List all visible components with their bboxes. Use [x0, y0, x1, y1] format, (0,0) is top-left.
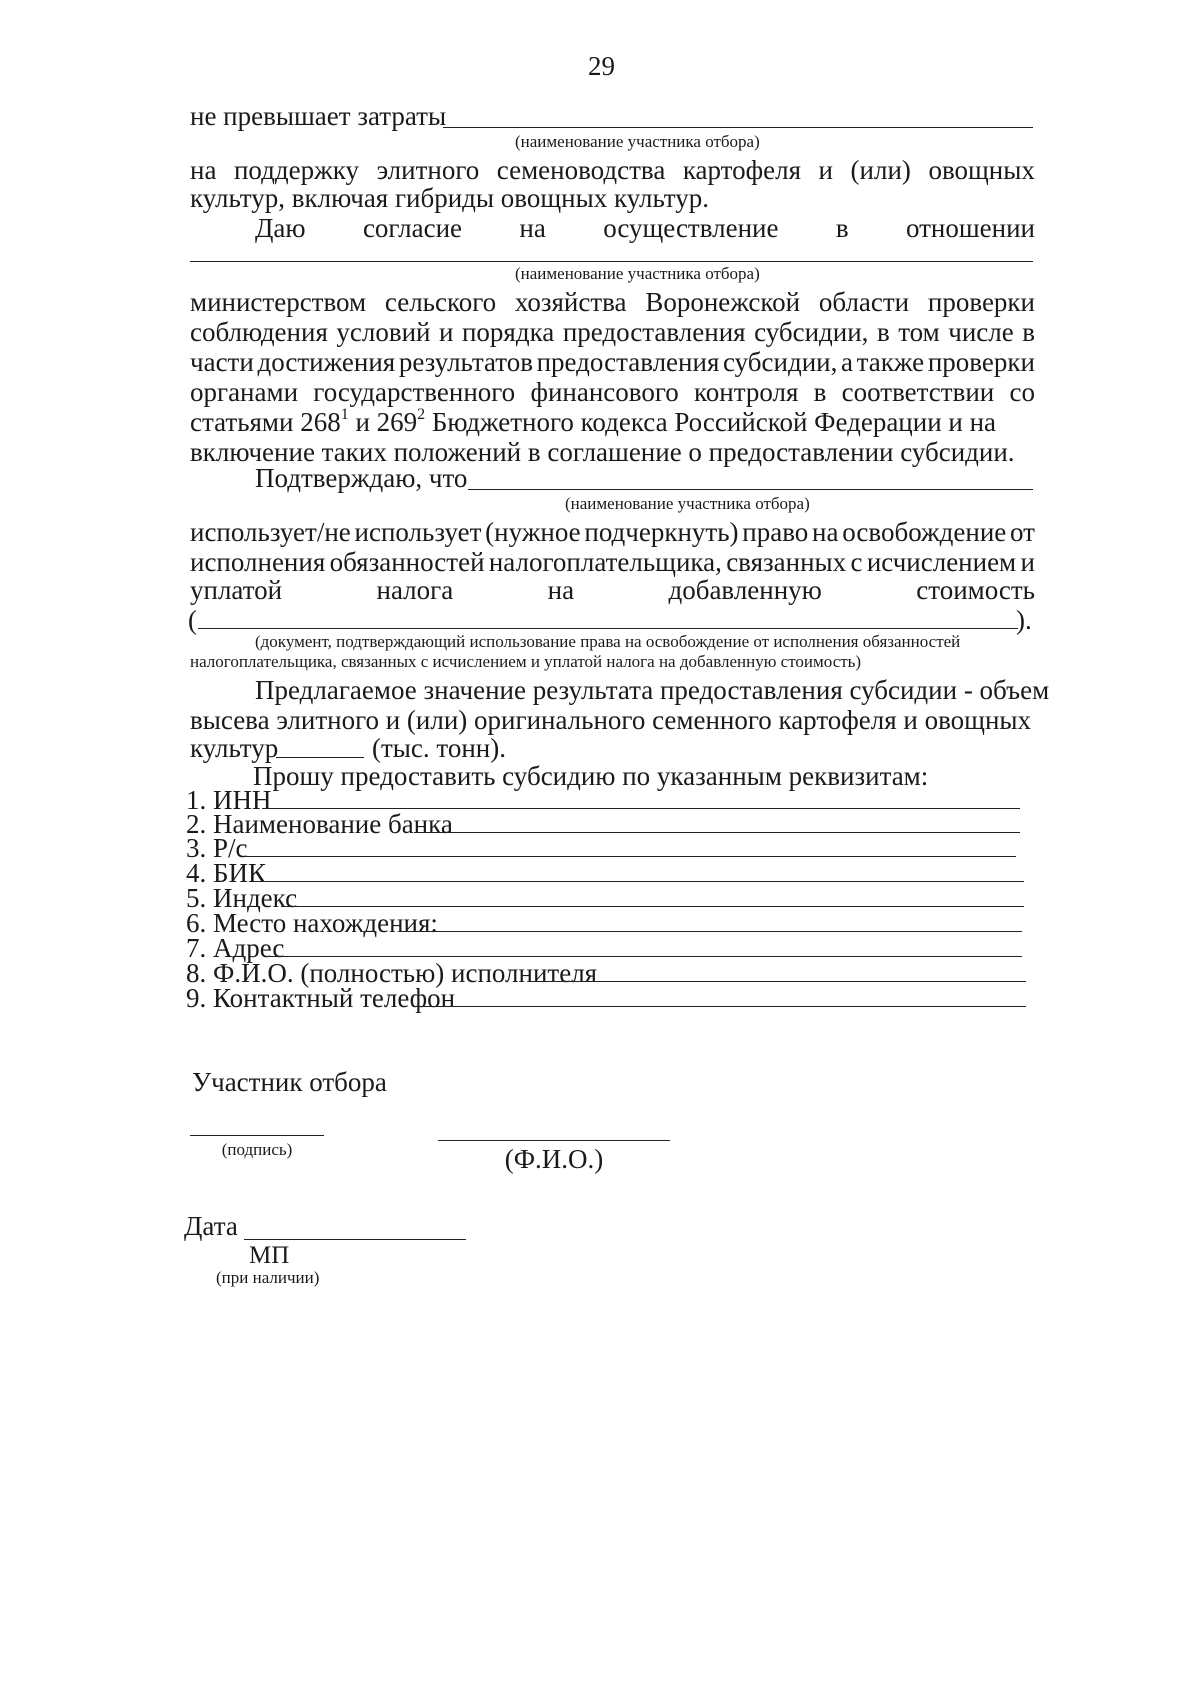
participant-name-caption-2: (наименование участника отбора) — [515, 264, 760, 283]
word: на — [812, 517, 839, 547]
word: том — [898, 317, 940, 347]
word: отношении — [905, 213, 1035, 243]
crops-label: культур — [190, 733, 279, 763]
word: обязанностей — [329, 547, 485, 577]
word: и — [439, 317, 454, 347]
word: осуществление — [603, 213, 779, 243]
date-label: Дата — [184, 1211, 238, 1241]
detail-line-account[interactable] — [244, 856, 1016, 857]
word: использует — [354, 517, 482, 547]
detail-label-inn: 1. ИНН — [186, 785, 272, 815]
word: уплатой — [190, 575, 283, 605]
word: соответствии — [841, 377, 995, 407]
word: контроля — [694, 377, 799, 407]
units-label: (тыс. тонн). — [372, 733, 506, 763]
word: и — [1020, 547, 1035, 577]
word: семеноводства — [496, 155, 666, 185]
detail-line-bik[interactable] — [254, 881, 1024, 882]
page-number: 29 — [588, 51, 615, 81]
word: право — [742, 517, 809, 547]
word: исчислением — [866, 547, 1017, 577]
word: хозяйства — [514, 287, 627, 317]
details-intro: Прошу предоставить субсидию по указанным реквизитам: — [253, 761, 929, 791]
text-line: включение таких положений в соглашение о предоставлении субсидии. — [190, 437, 1015, 467]
word: на — [190, 155, 217, 185]
word: условий — [336, 317, 431, 347]
participant-name-caption-1: (наименование участника отбора) — [515, 132, 760, 151]
word: подчеркнуть) — [584, 517, 739, 547]
participant-name-line-3[interactable] — [468, 489, 1033, 490]
word: поддержку — [233, 155, 360, 185]
word: проверки — [927, 287, 1035, 317]
detail-label-phone: 9. Контактный телефон — [186, 983, 456, 1013]
justified-row — [190, 376, 1035, 408]
word: предоставления — [562, 317, 746, 347]
detail-label-location: 6. Место нахождения: — [186, 908, 438, 938]
word: числе — [948, 317, 1014, 347]
detail-label-index: 5. Индекс — [186, 883, 298, 913]
word: на — [547, 575, 575, 605]
word: от — [1010, 517, 1035, 547]
word: сельского — [384, 287, 497, 317]
word: в — [835, 213, 849, 243]
word: (нужное — [485, 517, 581, 547]
word: предоставления — [536, 347, 720, 377]
statute-text-c: Бюджетного кодекса Российской Федерации и на — [425, 407, 997, 437]
detail-line-executor[interactable] — [530, 981, 1026, 982]
justified-row — [190, 516, 1035, 548]
participant-name-line-1[interactable] — [443, 127, 1033, 128]
word: освобождение — [842, 517, 1007, 547]
signature-caption: (подпись) — [221, 1140, 293, 1159]
participant-label: Участник отбора — [192, 1067, 387, 1097]
paren-close: ). — [1016, 605, 1032, 635]
volume-line[interactable] — [276, 757, 364, 758]
word: элитного — [376, 155, 480, 185]
word: Даю — [255, 213, 306, 243]
word: порядка — [461, 317, 555, 347]
statute-sup-1: 1 — [340, 406, 349, 423]
word: министерством — [190, 287, 367, 317]
word: финансового — [530, 377, 679, 407]
word: также — [856, 347, 925, 377]
paren-open: ( — [188, 605, 197, 635]
word: органами — [190, 377, 299, 407]
word: со — [1009, 377, 1035, 407]
word: государственного — [313, 377, 516, 407]
word: овощных — [928, 155, 1035, 185]
detail-label-executor: 8. Ф.И.О. (полностью) исполнителя — [186, 958, 598, 988]
word: добавленную — [668, 575, 822, 605]
justified-row — [190, 286, 1035, 318]
word: области — [818, 287, 910, 317]
participant-name-caption-3: (наименование участника отбора) — [565, 494, 810, 513]
word: в — [1022, 317, 1035, 347]
signature-line[interactable] — [190, 1135, 324, 1136]
word: на — [519, 213, 546, 243]
justified-row — [255, 212, 1035, 244]
costs-label: не превышает затраты — [190, 101, 447, 131]
stamp-label: МП — [249, 1242, 290, 1269]
word: согласие — [362, 213, 463, 243]
word: картофеля — [682, 155, 801, 185]
detail-label-address: 7. Адрес — [186, 933, 285, 963]
word: в — [813, 377, 827, 407]
statute-text-b: и 269 — [348, 407, 418, 437]
detail-label-account: 3. Р/с — [186, 833, 248, 863]
detail-line-bank[interactable] — [414, 832, 1020, 833]
text-line: Предлагаемое значение результата предоставления субсидии - объем — [255, 675, 1050, 705]
word: субсидии, — [754, 317, 869, 347]
document-caption-1: (документ, подтверждающий использование права на освобождение от исполнения обязанностей — [255, 632, 961, 651]
word: части — [190, 347, 254, 377]
fio-caption: (Ф.И.О.) — [504, 1144, 604, 1174]
word: с — [850, 547, 863, 577]
participant-name-line-2[interactable] — [190, 261, 1033, 262]
justified-row — [190, 346, 1035, 378]
word: (или) — [850, 155, 911, 185]
document-line[interactable] — [198, 628, 1018, 629]
text-line-statutes — [190, 406, 1035, 438]
fio-line[interactable] — [438, 1140, 670, 1141]
text-line: высева элитного и (или) оригинального семенного картофеля и овощных — [190, 705, 1032, 735]
word: исполнения — [190, 547, 326, 577]
word: достижения — [257, 347, 396, 377]
statute-sup-2: 2 — [417, 406, 426, 423]
document-caption-2: налогоплательщика, связанных с исчислением и уплатой налога на добавленную стоимость) — [190, 652, 862, 671]
word: а — [841, 347, 853, 377]
detail-line-location[interactable] — [400, 931, 1022, 932]
word: использует/не — [190, 517, 351, 547]
justified-row — [190, 574, 1035, 606]
word: в — [876, 317, 890, 347]
word: и — [818, 155, 833, 185]
detail-label-bank: 2. Наименование банка — [186, 809, 453, 839]
word: результатов — [398, 347, 533, 377]
statute-text-a: статьями 268 — [190, 407, 341, 437]
justified-row — [190, 316, 1035, 348]
detail-line-phone[interactable] — [414, 1006, 1026, 1007]
text-line: культур, включая гибриды овощных культур. — [190, 183, 709, 213]
word: соблюдения — [190, 317, 328, 347]
word: налога — [376, 575, 454, 605]
detail-label-bik: 4. БИК — [186, 858, 267, 888]
confirm-label: Подтверждаю, что — [255, 463, 468, 493]
word: Воронежской — [645, 287, 801, 317]
stamp-note: (при наличии) — [216, 1268, 320, 1287]
word: субсидии, — [723, 347, 838, 377]
word: стоимость — [916, 575, 1035, 605]
word: проверки — [927, 347, 1035, 377]
word: связанных — [726, 547, 847, 577]
word: налогоплательщика, — [488, 547, 722, 577]
